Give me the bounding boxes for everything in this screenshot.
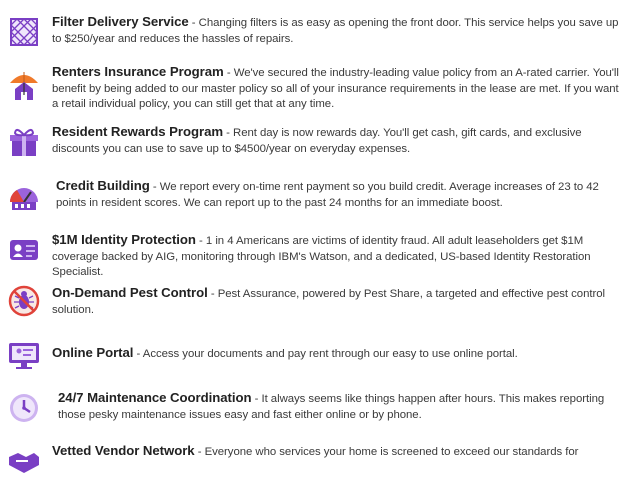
service-title: Resident Rewards Program	[52, 124, 224, 139]
service-description: It always seems like things happen after hours. This makes reporting those pesky maintenance issues easy and fast either online or by phone.	[58, 393, 605, 421]
service-text: Renters Insurance Program - We've secured the industry-leading value policy from an A-rated carrier. You'll benefit by being added to our master policy so all of your insurance requirements in the lease are met. If you want a retail individual policy, you can still get that at any time.	[52, 64, 619, 110]
service-title: $1M Identity Protection	[52, 232, 196, 247]
service-title: Credit Building	[56, 178, 150, 193]
no-pest-icon	[6, 283, 42, 319]
service-description: We've secured the industry-leading value policy from an A-rated carrier. You'll benefit by being added to our master policy so all of your insurance requirements in the lease are met. If you want a retail individual policy, you can still get that at any time.	[52, 67, 619, 110]
service-text: Resident Rewards Program - Rent day is now rewards day. You'll get cash, gift cards, and exclusive discounts you can use to save up to $4500/year on everyday expenses.	[52, 124, 582, 155]
service-description: Everyone who services your home is screened to exceed our standards for	[204, 446, 579, 458]
service-description: Changing filters is as easy as opening the front door. This service helps you save up to $250/year and reduces the hassles of repairs.	[52, 17, 619, 45]
service-title: Vetted Vendor Network	[52, 443, 195, 458]
service-description: Access your documents and pay rent through our easy to use online portal.	[142, 348, 518, 360]
clock-icon	[6, 390, 42, 426]
gift-icon	[6, 124, 42, 160]
credit-gauge-icon	[6, 180, 42, 216]
service-description: 1 in 4 Americans are victims of identity fraud. All adult leaseholders get $1M coverage backed by AIG, monitoring through IBM's Watson, and a dedicated, US-based Identity Restoration Specialist.	[52, 235, 591, 278]
service-title: 24/7 Maintenance Coordination	[58, 390, 252, 405]
service-text: Vetted Vendor Network - Everyone who services your home is screened to exceed our standards for	[52, 443, 579, 458]
service-text: Online Portal - Access your documents and pay rent through our easy to use online portal.	[52, 345, 518, 360]
id-card-icon	[6, 232, 42, 268]
service-text: $1M Identity Protection - 1 in 4 Americans are victims of identity fraud. All adult leaseholders get $1M coverage backed by AIG, monitoring through IBM's Watson, and a dedicated, US-based Identity Restoration Specialist.	[52, 232, 591, 278]
handshake-icon	[6, 443, 42, 479]
service-text: Filter Delivery Service - Changing filters is as easy as opening the front door. This service helps you save up to $250/year and reduces the hassles of repairs.	[52, 14, 619, 45]
service-description: Rent day is now rewards day. You'll get cash, gift cards, and exclusive discounts you can use to save up to $4500/year on everyday expenses.	[52, 127, 582, 155]
service-description: We report every on-time rent payment so you build credit. Average increases of 23 to 42 points in resident scores. We can report up to the past 24 months for an immediate boost.	[56, 181, 599, 209]
service-text: 24/7 Maintenance Coordination - It always seems like things happen after hours. This makes reporting those pesky maintenance issues easy and fast either online or by phone.	[58, 390, 605, 421]
service-title: Online Portal	[52, 345, 134, 360]
service-title: Filter Delivery Service	[52, 14, 189, 29]
portal-icon	[6, 337, 42, 373]
filter-icon	[6, 14, 42, 50]
service-title: On-Demand Pest Control	[52, 285, 208, 300]
service-description: Pest Assurance, powered by Pest Share, a targeted and effective pest control solution.	[52, 288, 605, 316]
umbrella-house-icon	[6, 68, 42, 104]
service-text: On-Demand Pest Control - Pest Assurance, powered by Pest Share, a targeted and effective pest control solution.	[52, 285, 605, 316]
service-text: Credit Building - We report every on-time rent payment so you build credit. Average increases of 23 to 42 points in resident scores. We can report up to the past 24 months for an immediate boost.	[56, 178, 599, 209]
service-title: Renters Insurance Program	[52, 64, 224, 79]
